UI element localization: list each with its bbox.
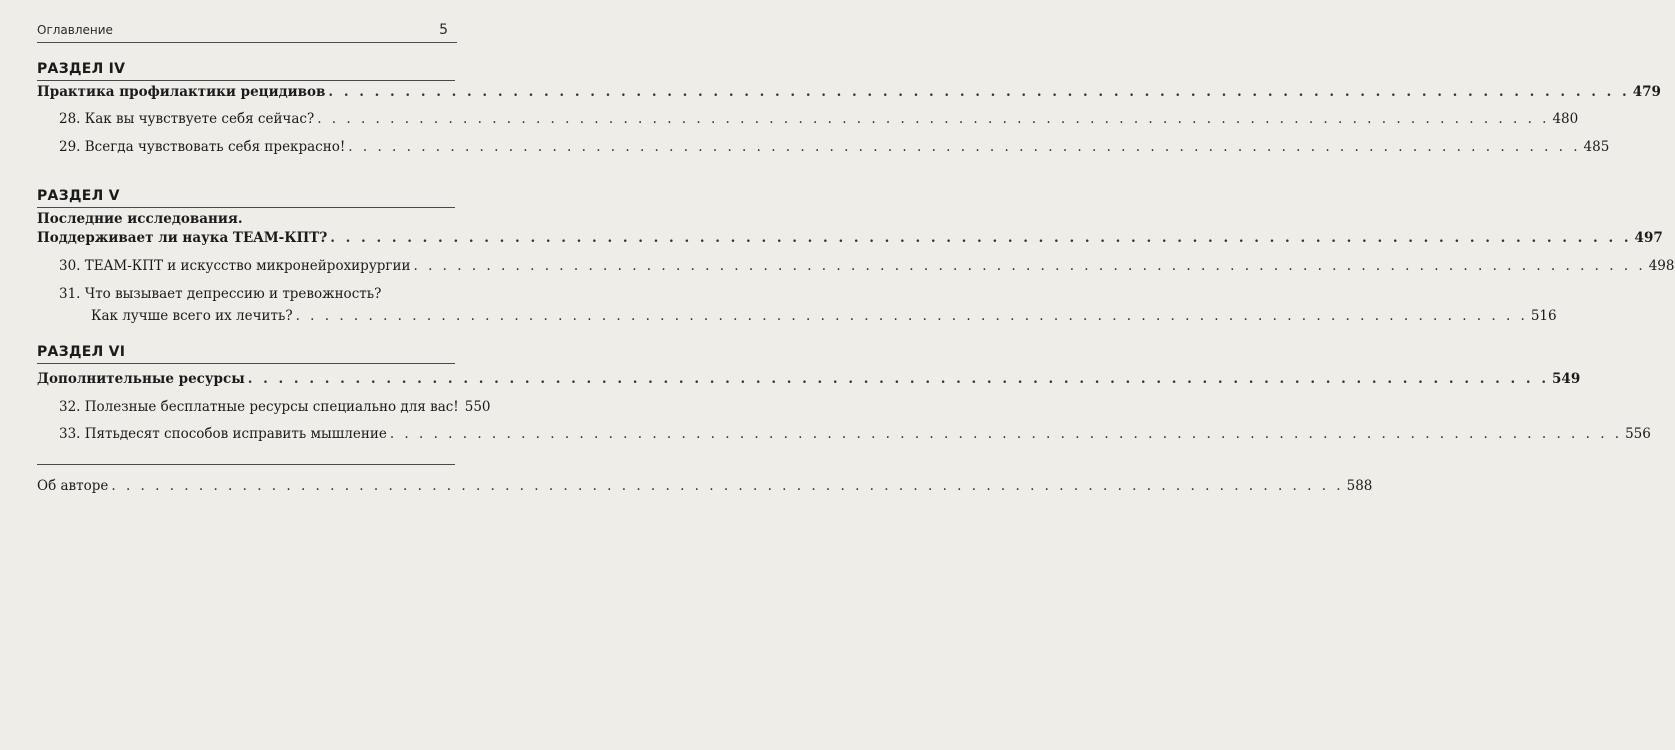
leader-dots [317, 110, 1549, 129]
toc-entry-page: 480 [1552, 111, 1579, 127]
toc-entry-label: Дополнительные ресурсы [37, 371, 245, 387]
toc-entry-page: 479 [1632, 84, 1661, 100]
toc-entry-label: 33. Пятьдесят способов исправить мышление [59, 426, 387, 442]
toc-entry-label: 30. TEAM-КПТ и искусство микронейрохирургии [59, 258, 411, 274]
leader-dots [348, 138, 1580, 157]
toc-entry-chapter-31-line1[interactable]: 31. Что вызывает депрессию и тревожность? [59, 286, 382, 302]
toc-entry-label: 28. Как вы чувствуете себя сейчас? [59, 111, 315, 127]
section-6-rule [37, 363, 455, 364]
toc-entry-page: 588 [1346, 478, 1373, 494]
toc-entry-chapter-28[interactable] [37, 110, 1579, 129]
leader-dots [296, 307, 1528, 326]
section-4-title: РАЗДЕЛ IV [37, 61, 126, 77]
leader-dots [328, 83, 1629, 102]
part-5-title-line1: Последние исследования. [37, 211, 243, 227]
section-5-title: РАЗДЕЛ V [37, 188, 120, 204]
about-rule [37, 464, 455, 465]
section-4-rule [37, 80, 455, 81]
page-number: 5 [439, 22, 448, 38]
toc-entry-chapter-31[interactable] [37, 307, 1557, 326]
toc-entry-page: 485 [1583, 139, 1610, 155]
toc-entry-label: Об авторе [37, 478, 109, 494]
leader-dots [111, 477, 1343, 496]
toc-entry-about-author[interactable] [37, 477, 1373, 496]
toc-entry-label: Поддерживает ли наука TEAM-КПТ? [37, 230, 328, 246]
section-6-title: РАЗДЕЛ VI [37, 344, 126, 360]
leader-dots [248, 370, 1549, 389]
leader-dots [390, 425, 1622, 444]
leader-dots [330, 229, 1631, 248]
toc-entry-page: 556 [1625, 426, 1651, 442]
toc-entry-chapter-33[interactable] [37, 425, 1651, 444]
toc-entry-chapter-32[interactable] [37, 398, 491, 417]
toc-entry-label: Как лучше всего их лечить? [91, 308, 293, 324]
toc-entry-page: 497 [1634, 230, 1663, 246]
header-rule [37, 42, 457, 43]
leader-dots [413, 257, 1645, 276]
table-of-contents [37, 60, 1675, 496]
toc-entry-part-6[interactable] [37, 370, 1581, 389]
running-head-title: Оглавление [37, 23, 113, 37]
toc-entry-page: 498 [1648, 258, 1675, 274]
toc-entry-part-4[interactable] [37, 83, 1661, 102]
running-head [37, 22, 448, 38]
toc-entry-page: 549 [1552, 371, 1581, 387]
toc-entry-chapter-30[interactable] [37, 257, 1675, 276]
toc-entry-page: 516 [1530, 308, 1557, 324]
toc-entry-label: 29. Всегда чувствовать себя прекрасно! [59, 139, 346, 155]
toc-entry-label: 32. Полезные бесплатные ресурсы специально для вас! [59, 399, 459, 415]
toc-entry-page: 550 [464, 399, 491, 415]
toc-entry-part-5[interactable] [37, 229, 1663, 248]
toc-entry-chapter-29[interactable] [37, 138, 1610, 157]
section-5-rule [37, 207, 455, 208]
toc-entry-label: Практика профилактики рецидивов [37, 84, 326, 100]
